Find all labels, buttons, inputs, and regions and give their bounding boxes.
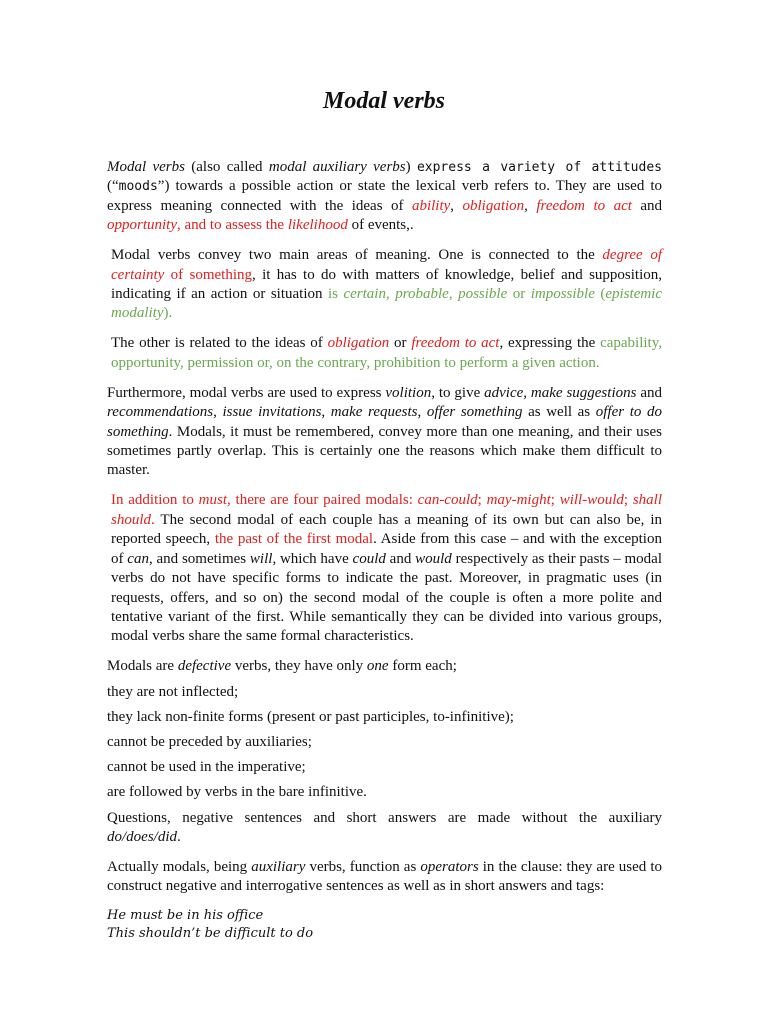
term-modal-verbs: Modal verbs (107, 159, 185, 175)
document-title: Modal verbs (323, 88, 445, 114)
list-item: cannot be preceded by auxiliaries; (107, 733, 312, 750)
document-body (107, 158, 662, 943)
paragraph-questions: Questions, negative sentences and short answers are made without the auxiliary do/does/did. (107, 809, 662, 845)
paragraph-uses: Furthermore, modal verbs are used to express volition, to give advice, make suggestions and recommendations, issue invitations, make requests, offer something as well as offer to do something. Modals, it must be remembered, convey more than one meaning, and their uses sometimes partly overlap. This is certainly one the reasons which make them difficult to master. (107, 384, 662, 479)
examples-block (107, 907, 662, 943)
list-item: they are not inflected; (107, 683, 239, 700)
paragraph-defective: Modals are defective verbs, they have only one form each; (107, 658, 457, 675)
example-sentence: He must be in his office (107, 908, 264, 924)
paragraph-operators: Actually modals, being auxiliary verbs, function as operators in the clause: they are used to construct negative and interrogative sentences as well as in short answers and tags: (107, 858, 663, 895)
paragraph-meaning-areas: Modal verbs convey two main areas of meaning. One is connected to the degree of certainty of something, it has to do with matters of knowledge, belief and supposition, indicating if an action or situation is certain, probable, possible or impossible (epistemic modality). (111, 247, 663, 322)
paragraph-intro: Modal verbs (also called modal auxiliary verbs) express a variety of attitudes (“moods”) towards a possible action or state the lexical verb refers to. They are used to express meaning connected with the ideas of ability, obligation, freedom to act and opportunity, and to assess the likelihood of events,. (107, 159, 663, 234)
paragraph-paired-modals: In addition to must, there are four paired modals: can-could; may-might; will-would; shall should. The second modal of each couple has a meaning of its own but can also be, in reported speech, the past of the first modal. Aside from this case – and with the exception of can, and sometimes will, which have could and would respectively as their pasts – modal verbs do not have specific forms to indicate the past. Moreover, in pragmatic uses (in requests, offers, and so on) the second modal of the couple is often a more polite and tentative variant of the first. While semantically they can be divided into various groups, modal verbs share the same formal characteristics. (111, 492, 663, 645)
term-modal-auxiliary-verbs: modal auxiliary verbs (268, 159, 406, 175)
paragraph-obligation: The other is related to the ideas of obligation or freedom to act, expressing the capability, opportunity, permission or, on the contrary, prohibition to perform a given action. (111, 335, 662, 371)
list-item: are followed by verbs in the bare infinitive. (107, 784, 367, 801)
list-item: cannot be used in the imperative; (107, 759, 306, 776)
list-item: they lack non-finite forms (present or past participles, to-infinitive); (107, 708, 514, 725)
example-sentence: This shouldn’t be difficult to do (107, 926, 314, 942)
